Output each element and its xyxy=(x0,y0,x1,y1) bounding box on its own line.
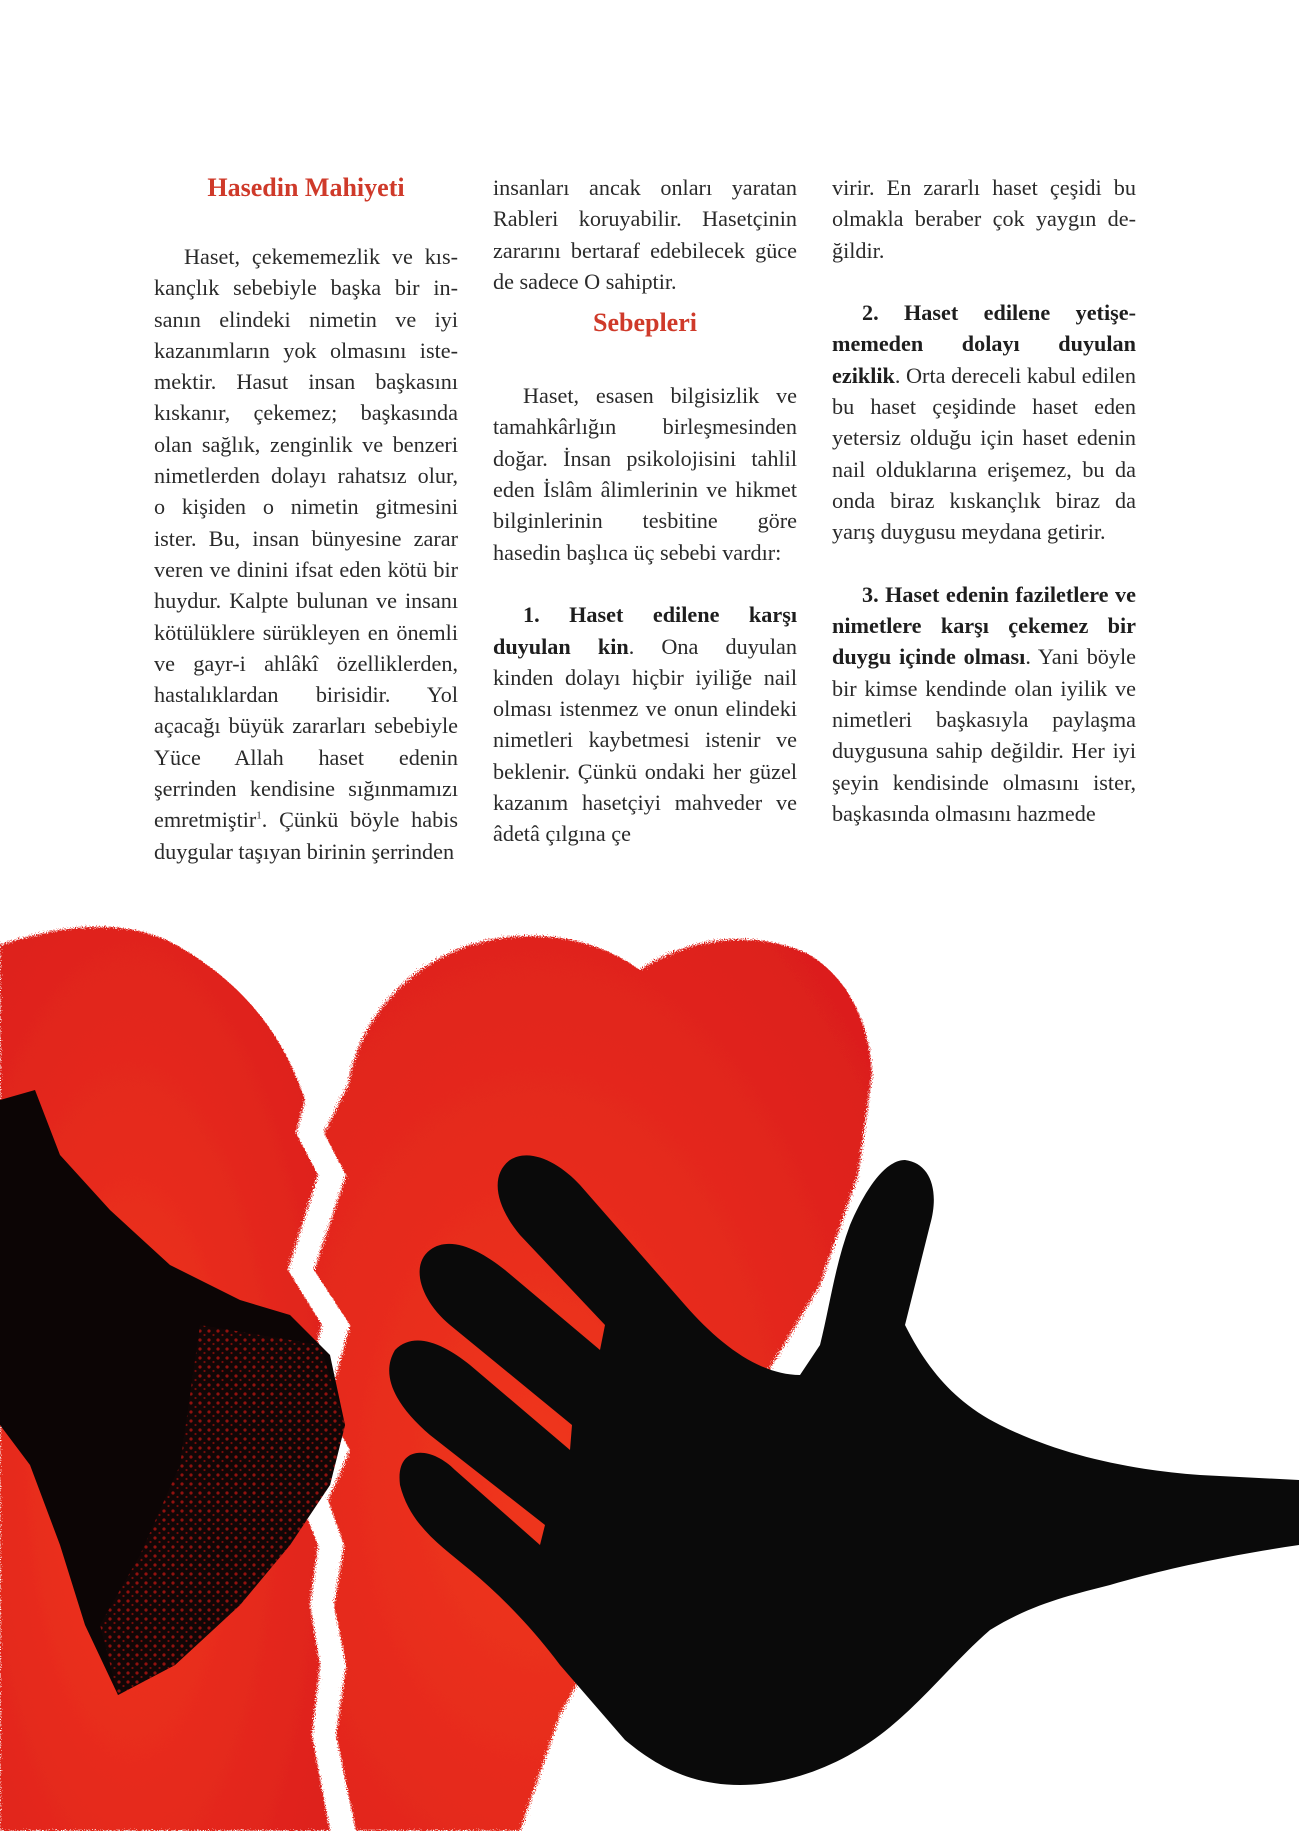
cause-item-3: 3. Haset edenin faziletlere ve nimetlere karşı çekemez bir duygu içinde olması. Yani böyle bir kimse kendinde olan iyilik ve nimetleri başkasıyla paylaşma duygusuna sahip değildir. Her iyi şeyin kendisinde olmasını ister, başkasında olmasını hazmede xyxy=(832,581,1136,826)
paragraph-continuation: insanları ancak onları yaratan Rableri koruyabilir. Hasetçinin zararını bertaraf edebilecek güce de sadece O sahiptir. xyxy=(493,175,797,294)
text-column-2 xyxy=(493,172,797,850)
footnote-marker: 1 xyxy=(256,809,262,822)
paragraph-causes-intro: Haset, esasen bilgisizlik ve tamahkârlığın birleşmesinden doğar. İnsan psikolojisini tahlil eden İslâm âlimlerinin ve hikmet bilginlerinin tesbitine göre hasedin başlıca üç sebebi vardır: xyxy=(493,383,797,565)
paragraph-definition: Haset, çekememezlik ve kıskançlık sebebiyle başka bir insanın elindeki nimetin ve iyi kazanımların yok olmasını istemektir. Hasut insan başkasını kıskanır, çekemez; başkasında olan sağlık, zenginlik ve benzeri nimetlerden dolayı rahatsız olur, o kişiden o nimetin gitmesini ister. Bu, insan bünyesine zarar veren ve dinini ifsat eden kötü bir huydur. Kalpte bulunan ve insanı kötülüklere sürükleyen en önemli ve gayr-i ahlâkî özelliklerden, hastalıklardan birisidir. Yol açacağı büyük zararları sebebiyle Yüce Allah haset edenin şerrinden kendisine sığınmamızı emretmiştir$^1$. Çünkü böyle habis duygular taşıyan birinin şerrinden xyxy=(154,244,458,864)
text-column-1 xyxy=(154,172,458,867)
paragraph-continuation-2: virir. En zararlı haset çeşidi bu olmakla beraber çok yaygın değildir. xyxy=(832,175,1136,263)
cause-item-2-title: 2. Haset edilene yetişememeden dolayı duyulan eziklik xyxy=(832,300,1136,388)
section-heading-sebepler: Sebepleri xyxy=(593,308,697,338)
section-heading-mahiyet: Hasedin Mahiyeti xyxy=(207,173,405,202)
cause-item-2: 2. Haset edilene yetişememeden dolayı duyulan eziklik. Orta dereceli kabul edilen bu haset çeşidinde haset eden yetersiz olduğu için haset edenin nail olduklarına erişemez, bu da onda biraz kıskançlık biraz da yarış duygusu meydana getirir. xyxy=(832,300,1136,545)
cause-item-3-title: 3. Haset edenin faziletlere ve nimetlere karşı çekemez bir duygu içinde olması xyxy=(832,581,1136,670)
broken-heart-illustration xyxy=(0,905,1299,1831)
cause-item-1-title: 1. Haset edilene karşı duyulan kin xyxy=(493,602,797,659)
text-column-3 xyxy=(832,172,1136,829)
cause-item-1: 1. Haset edilene karşı duyulan kin. Ona duyulan kinden dolayı hiçbir iyiliğe nail olması istenmez ve onun elindeki nimetleri kaybetmesi istenir ve beklenir. Çünkü ondaki her güzel kazanım hasetçiyi mahveder ve âdetâ çılgına çe xyxy=(493,602,797,847)
